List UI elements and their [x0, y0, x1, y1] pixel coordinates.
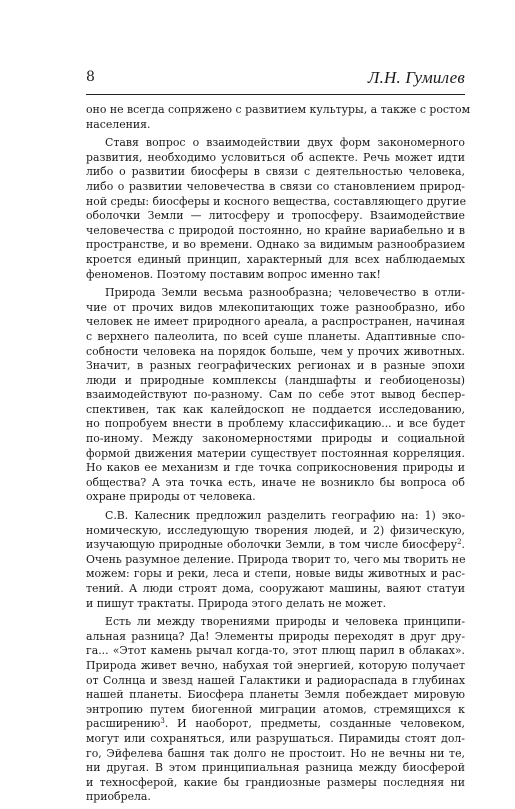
- text-line: ной среды: биосферы и косного вещества, составляющего другие: [86, 194, 467, 208]
- text-line: кроется единый принцип, характерный для всех наблюдаемых: [86, 252, 465, 266]
- text-line: Ставя вопрос о взаимодействии двух форм закономерного: [105, 136, 465, 150]
- paragraph: [86, 103, 471, 132]
- text-line: либо о развитии биосферы в связи с деятельностью человека,: [86, 165, 465, 179]
- text-line: оболочки Земли — литосферу и тропосферу. Взаимодействие: [86, 209, 465, 223]
- text-line: нашей планеты. Биосфера планеты Земля побеждает мировую: [86, 688, 465, 702]
- text-line: оно не всегда сопряжено с развитием культуры, а также с ростом: [86, 103, 471, 116]
- text-line: собности человека на порядок больше, чем у прочих животных.: [86, 344, 465, 358]
- text-line: Значит, в разных географических регионах и в разные эпохи: [86, 359, 465, 373]
- text-line: тений. А люди строят дома, сооружают машины, ваяют статуи: [86, 582, 465, 595]
- text-line-start: изучающую природные оболочки Земли, в том числе биосферу: [86, 538, 458, 552]
- text-line: от Солнца и звезд нашей Галактики и радиораспада в глубинах: [86, 673, 465, 687]
- text-line: приобрела.: [86, 790, 151, 804]
- paragraph: [86, 136, 465, 282]
- paragraph: [86, 509, 465, 611]
- text-line: но попробуем внести в проблему классификацию... и все будет: [86, 417, 465, 431]
- text-line: Очень разумное деление. Природа творит то, чего мы творить не: [86, 552, 466, 566]
- text-line: человек не имеет природного ареала, а распространен, начиная: [86, 315, 465, 329]
- text-line: общества? А эта точка есть, иначе не возникло бы вопроса об: [86, 475, 465, 489]
- body-text: [86, 103, 471, 809]
- text-line: С.В. Калесник предложил разделить географию на: 1) эко-: [105, 509, 465, 523]
- text-line: спективен, так как калейдоскоп не поддается исследованию,: [86, 402, 465, 416]
- text-line: Есть ли между творениями природы и человека принципи-: [105, 615, 465, 629]
- text-line: охране природы от человека.: [86, 490, 256, 504]
- text-line: формой движения материи существует постоянная корреляция.: [86, 446, 465, 460]
- text-line: го, Эйфелева башня так долго не простоит. Но не вечны ни те,: [86, 746, 465, 760]
- text-line-start: расширению: [86, 717, 161, 731]
- text-line: Природа Земли весьма разнообразна; человечество в отли-: [105, 286, 465, 300]
- page-number: 8: [86, 69, 95, 85]
- text-line-with-footnote: [86, 538, 465, 553]
- text-line: ни другая. В этом принципиальная разница между биосферой: [86, 761, 465, 775]
- text-line: Природа живет вечно, набухая той энергией, которую получает: [86, 658, 465, 672]
- text-line: с верхнего палеолита, по всей суше планеты. Адаптивные спо-: [86, 329, 465, 343]
- text-line: Но каков ее механизм и где точка соприкосновения природы и: [86, 461, 465, 475]
- text-line: развития, необходимо условиться об аспекте. Речь может идти: [86, 150, 465, 164]
- text-line-end: .: [461, 538, 465, 552]
- footnote-reference[interactable]: 3: [160, 717, 165, 726]
- running-head-author: Л.Н. Гумилев: [367, 68, 465, 87]
- footnote-reference[interactable]: 2: [457, 538, 462, 547]
- paragraph: [86, 615, 465, 805]
- text-line: взаимодействуют по-разному. Сам по себе этот вывод беспер-: [86, 388, 465, 402]
- text-line: га... «Этот камень рычал когда-то, этот плющ парил в облаках».: [86, 644, 465, 658]
- text-line: феноменов. Поэтому поставим вопрос именно так!: [86, 267, 381, 281]
- text-line-end: . И наоборот, предметы, созданные человеком,: [164, 717, 465, 731]
- text-line: пространстве, и во времени. Однако за видимым разнообразием: [86, 238, 465, 252]
- text-line: номическую, исследующую творения людей, и 2) физическую,: [86, 523, 465, 537]
- text-line: либо о развитии человечества в связи со становлением природ-: [86, 179, 465, 193]
- text-line: люди и природные комплексы (ландшафты и геобиоценозы): [86, 373, 465, 387]
- text-line: можем: горы и реки, леса и степи, новые виды животных и рас-: [86, 567, 465, 581]
- text-line: и пишут трактаты. Природа этого делать не может.: [86, 596, 387, 610]
- text-line: человечества с природой постоянно, но крайне вариабельно и в: [86, 223, 465, 237]
- text-line: энтропию путем биогенной миграции атомов, стремящихся к: [86, 702, 465, 716]
- text-line: могут или сохраняться, или разрушаться. Пирамиды стоят дол-: [86, 731, 465, 745]
- text-line: и техносферой, какие бы грандиозные размеры последняя ни: [86, 775, 465, 789]
- running-head: [86, 68, 465, 95]
- text-line: по-иному. Между закономерностями природы и социальной: [86, 432, 465, 446]
- text-line: чие от прочих видов млекопитающих тоже разнообразно, ибо: [86, 300, 465, 314]
- text-line: населения.: [86, 117, 151, 131]
- text-line: альная разница? Да! Элементы природы переходят в друг дру-: [86, 629, 465, 643]
- paragraph: [86, 286, 465, 505]
- text-line-with-footnote: [86, 717, 465, 732]
